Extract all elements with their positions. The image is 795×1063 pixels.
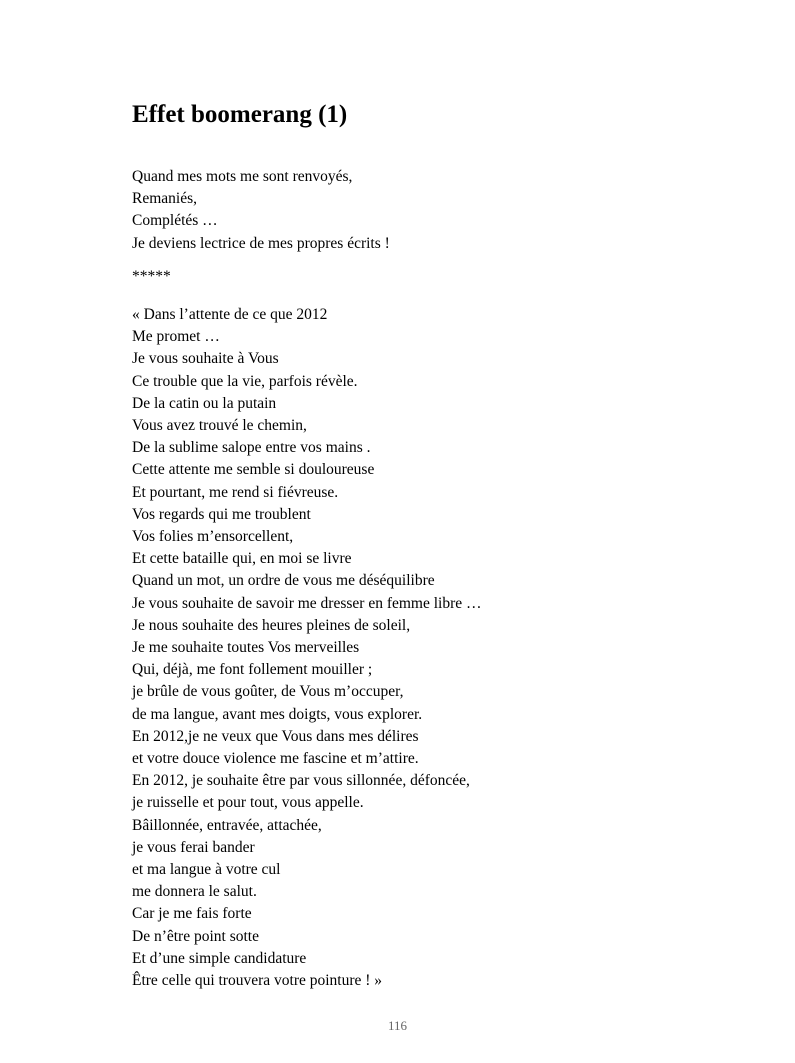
poem-line: je ruisselle et pour tout, vous appelle. (132, 794, 364, 812)
poem-line: me donnera le salut. (132, 883, 257, 901)
poem-line: Être celle qui trouvera votre pointure ! » (132, 972, 383, 990)
poem-line: Ce trouble que la vie, parfois révèle. (132, 372, 358, 390)
poem-line: De la sublime salope entre vos mains . (132, 439, 371, 457)
section-separator: ***** (132, 268, 171, 285)
poem-line: Complétés … (132, 212, 218, 230)
poem-line: Je deviens lectrice de mes propres écrits ! (132, 234, 390, 252)
poem-line: je brûle de vous goûter, de Vous m’occuper, (132, 683, 404, 701)
poem-line: Quand mes mots me sont renvoyés, (132, 168, 353, 185)
poem-title: Effet boomerang (1) (132, 101, 348, 128)
poem-line: Bâillonnée, entravée, attachée, (132, 816, 322, 834)
poem-line: et ma langue à votre cul (132, 861, 281, 879)
poem-line: Car je me fais forte (132, 905, 252, 923)
poem-line: En 2012,je ne veux que Vous dans mes délires (132, 727, 419, 745)
poem-line: Et pourtant, me rend si fiévreuse. (132, 483, 339, 501)
poem-line: Me promet … (132, 328, 220, 346)
stanza-main (132, 304, 482, 992)
poem-line: Je me souhaite toutes Vos merveilles (132, 639, 360, 657)
poem-line: De n’être point sotte (132, 927, 259, 945)
stanza-intro (132, 166, 390, 255)
poem-line: « Dans l’attente de ce que 2012 (132, 306, 328, 323)
poem-line: Et d’une simple candidature (132, 949, 307, 967)
page-number: 116 (387, 1018, 408, 1033)
poem-line: Je nous souhaite des heures pleines de soleil, (132, 616, 411, 634)
poem-line: Vos folies m’ensorcellent, (132, 528, 294, 546)
poem-line: Remaniés, (132, 190, 197, 208)
poem-line: Vos regards qui me troublent (132, 505, 311, 523)
poem-line: et votre douce violence me fascine et m’attire. (132, 750, 419, 768)
poem-line: Et cette bataille qui, en moi se livre (132, 550, 352, 568)
poem-line: En 2012, je souhaite être par vous sillonnée, défoncée, (132, 772, 470, 790)
poem-line: de ma langue, avant mes doigts, vous explorer. (132, 705, 423, 723)
poem-line: je vous ferai bander (132, 838, 255, 856)
poem-line: Je vous souhaite de savoir me dresser en femme libre … (132, 594, 482, 612)
poem-line: Quand un mot, un ordre de vous me déséquilibre (132, 572, 435, 590)
poem-line: Vous avez trouvé le chemin, (132, 417, 307, 435)
poem-line: Qui, déjà, me font follement mouiller ; (132, 661, 373, 679)
poem-line: De la catin ou la putain (132, 394, 277, 412)
poem-line: Je vous souhaite à Vous (132, 350, 279, 368)
poem-line: Cette attente me semble si douloureuse (132, 461, 375, 479)
